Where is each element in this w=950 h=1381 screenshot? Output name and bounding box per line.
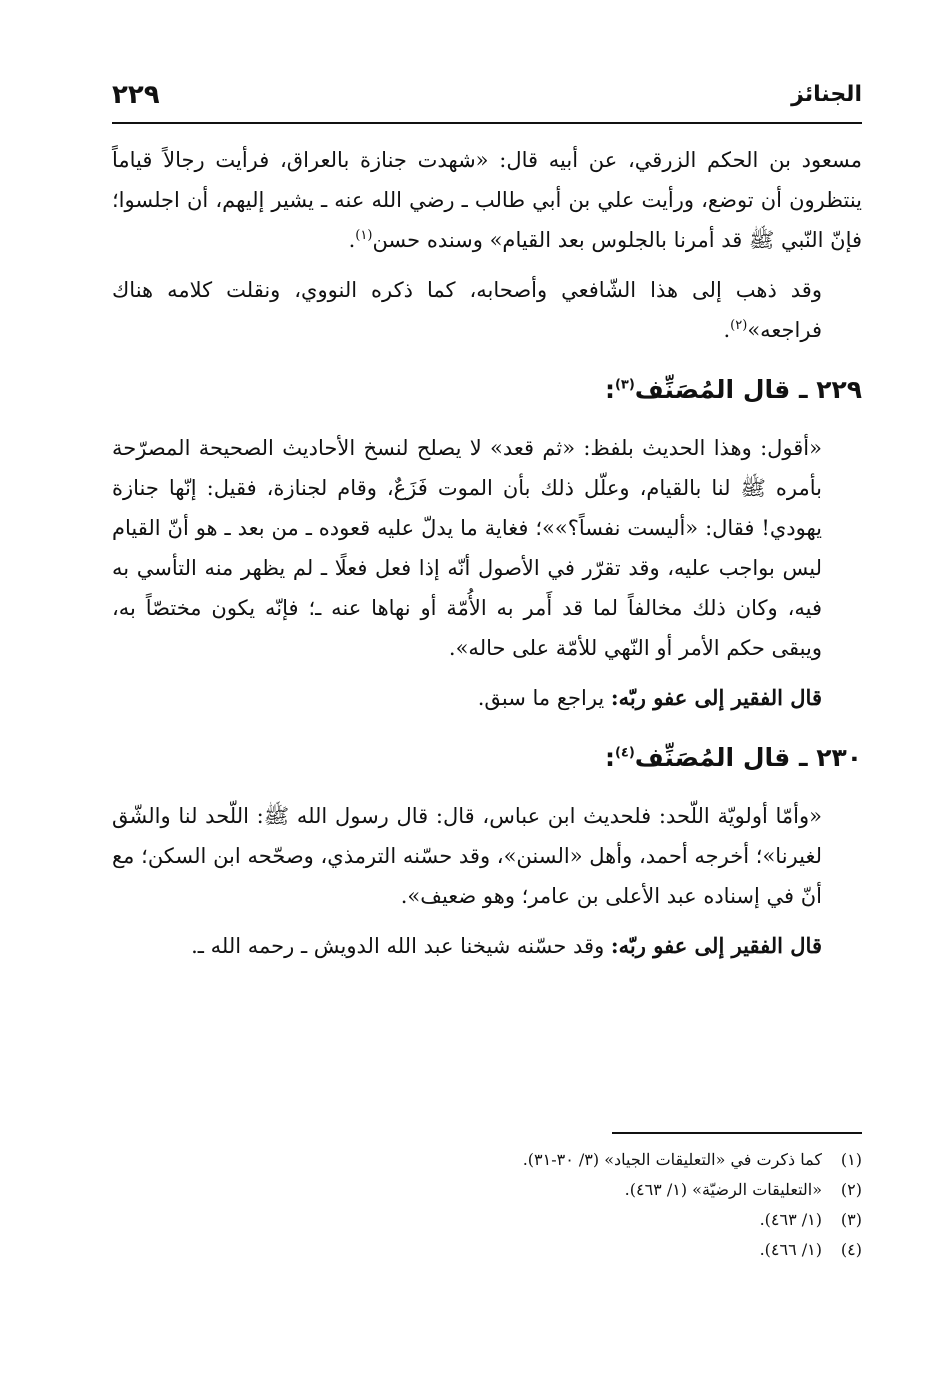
punctuation: : bbox=[604, 375, 615, 404]
footnote-ref: (١) bbox=[355, 228, 373, 243]
paragraph-text: «وأمّا أولويّة اللّحد: فلحديث ابن عباس، قال: قال رسول الله ﷺ: اللّحد لنا والشّق لغيرنا»؛ أخرجه أحمد، وأهل «السنن»، وقد حسّنه الترمذي، وصحّحه ابن السكن؛ مع أنّ في إسناده عبد الأعلى بن عامر؛ وهو ضعيف». bbox=[112, 804, 822, 908]
commentary-label: قال الفقير إلى عفو ربّه: bbox=[610, 933, 822, 958]
heading-text: ٢٢٩ ـ قال المُصَنِّف bbox=[634, 375, 862, 404]
footnote-ref: (٣) bbox=[614, 377, 635, 393]
punctuation: : bbox=[604, 743, 615, 772]
section-heading-229 bbox=[112, 370, 862, 410]
footnote-text: كما ذكرت في «التعليقات الجياد» (٣/ ٣٠-٣١). bbox=[522, 1150, 822, 1169]
footnote-number: (٤) bbox=[840, 1240, 862, 1259]
footnote-number: (٢) bbox=[840, 1180, 862, 1199]
footnote-divider bbox=[612, 1132, 862, 1134]
section-heading-230 bbox=[112, 738, 862, 778]
paragraph-text: مسعود بن الحكم الزرقي، عن أبيه قال: «شهدت جنازة بالعراق، فرأيت رجالاً قياماً ينتظرون أن توضع، ورأيت علي بن أبي طالب ـ رضي الله عنه ـ يشير إليهم، أن اجلسوا؛ فإنّ النّبي ﷺ قد أمرنا بالجلوس بعد القيام» وسنده حسن bbox=[112, 148, 862, 252]
paragraph-text: يراجع ما سبق. bbox=[477, 686, 611, 710]
footnote-number: (٣) bbox=[840, 1210, 862, 1229]
paragraph-text: «أقول: وهذا الحديث بلفظ: «ثم قعد» لا يصلح لنسخ الأحاديث الصحيحة المصرّحة بأمره ﷺ لنا بالقيام، وعلّل ذلك بأن الموت فَزَعٌ، وقام لجنازة، فقيل: إنّها جنازة يهودي! فقال: «أليست نفساً؟»»؛ فغاية ما يدلّ عليه قعوده ـ من بعد ـ هو أنّ القيام ليس بواجب عليه، وقد تقرّر في الأصول أنّه إذا فعل فعلًا ـ لم يظهر منه التأسي به فيه، وكان ذلك مخالفاً لما قد أَمر به الأُمّة أو نهاها عنه ـ؛ فإنّه يكون مختصّاً به، ويبقى حكم الأمر أو النّهي للأمّة على حاله». bbox=[112, 436, 822, 660]
main-text bbox=[112, 140, 862, 976]
punctuation: . bbox=[348, 228, 356, 252]
page-number: ٢٢٩ bbox=[112, 80, 160, 110]
paragraph-commentary-1 bbox=[112, 678, 862, 718]
footnote-item bbox=[112, 1205, 862, 1235]
footnote-text: (١/ ٤٦٣). bbox=[759, 1210, 822, 1229]
footnote-ref: (٢) bbox=[730, 318, 748, 333]
heading-text: ٢٣٠ ـ قال المُصَنِّف bbox=[634, 743, 862, 772]
page-header bbox=[112, 78, 862, 124]
footnote-item bbox=[112, 1145, 862, 1175]
footnote-text: «التعليقات الرضيّة» (١/ ٤٦٣). bbox=[624, 1180, 822, 1199]
footnote-text: (١/ ٤٦٦). bbox=[759, 1240, 822, 1259]
paragraph-shafii bbox=[112, 270, 862, 350]
chapter-title: الجنائز bbox=[791, 82, 862, 107]
paragraph-author-quote-2 bbox=[112, 796, 862, 916]
commentary-label: قال الفقير إلى عفو ربّه: bbox=[610, 685, 822, 710]
footnotes bbox=[112, 1145, 862, 1265]
paragraph-hadith-continuation bbox=[112, 140, 862, 260]
footnote-item bbox=[112, 1235, 862, 1265]
footnote-ref: (٤) bbox=[614, 745, 635, 761]
paragraph-author-quote-1 bbox=[112, 428, 862, 668]
paragraph-commentary-2 bbox=[112, 926, 862, 966]
paragraph-text: وقد حسّنه شيخنا عبد الله الدويش ـ رحمه الله ـ. bbox=[191, 934, 611, 958]
footnote-number: (١) bbox=[840, 1150, 862, 1169]
footnote-item bbox=[112, 1175, 862, 1205]
punctuation: . bbox=[723, 318, 731, 342]
paragraph-text: وقد ذهب إلى هذا الشّافعي وأصحابه، كما ذكره النووي، ونقلت كلامه هناك فراجعه» bbox=[112, 278, 822, 342]
